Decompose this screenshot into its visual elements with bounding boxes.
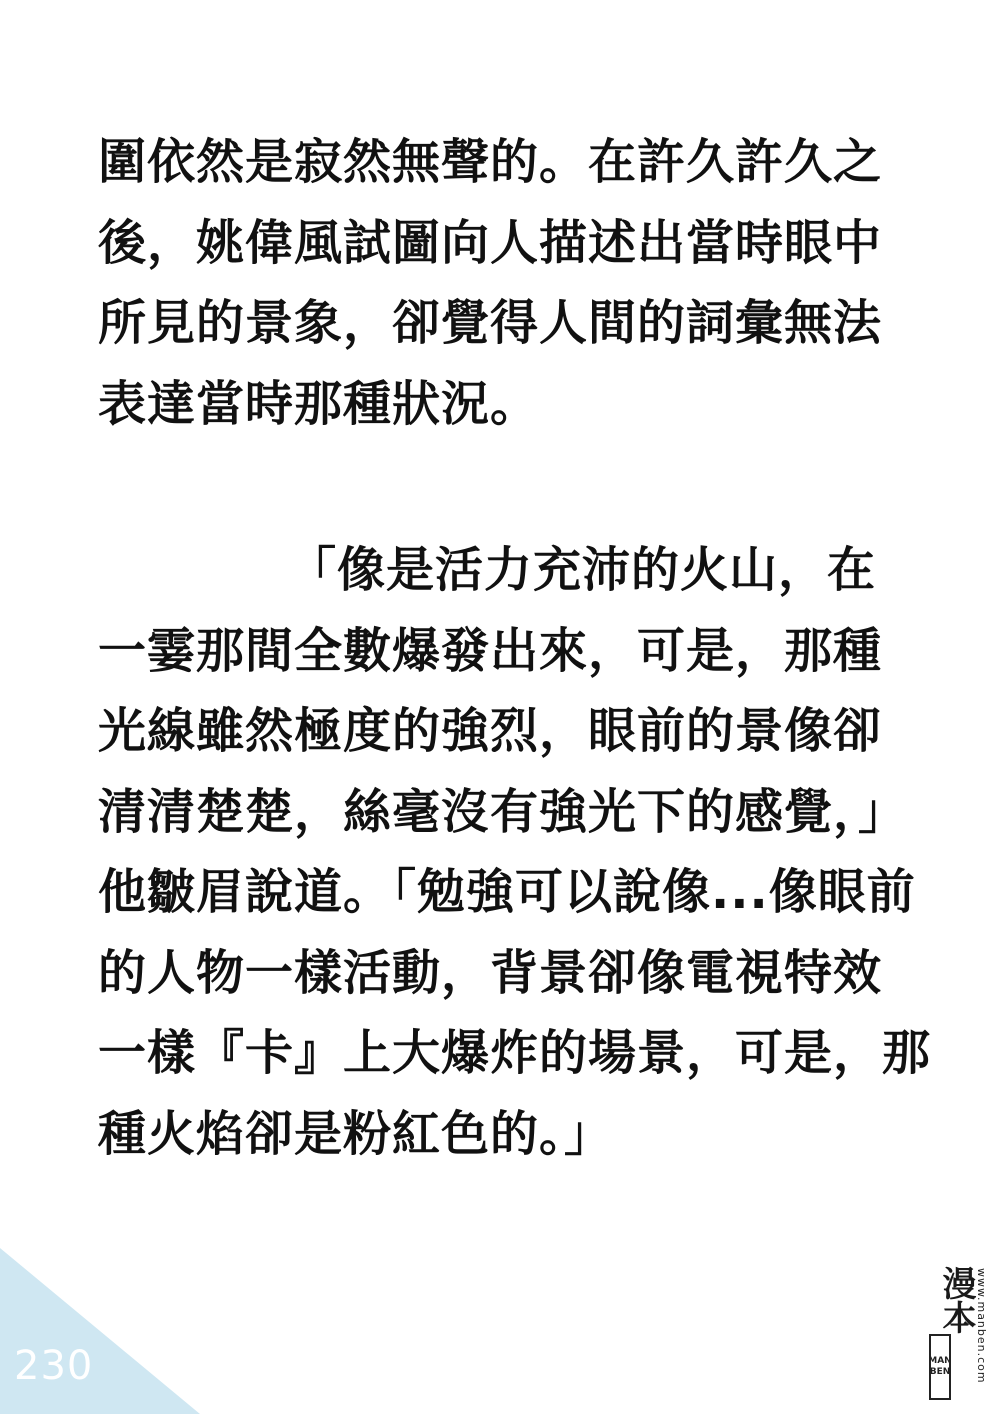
watermark-box-line: BEN xyxy=(929,1367,951,1377)
page-number: 230 xyxy=(14,1343,94,1389)
text-line: 表達當時那種狀況。 xyxy=(98,375,540,432)
watermark-url: www.manben.com xyxy=(975,1268,988,1384)
text-line: 他皺眉說道。「勉強可以說像...像眼前 xyxy=(98,864,916,920)
watermark-box xyxy=(929,1334,951,1400)
text-line: 後，姚偉風試圖向人描述出當時眼中 xyxy=(98,214,883,271)
corner-triangle-decoration xyxy=(0,1248,200,1414)
text-line: 清清楚楚，絲毫沒有強光下的感覺，」 xyxy=(98,783,908,840)
text-line: 光線雖然極度的強烈，眼前的景像卻 xyxy=(98,703,883,759)
text-line: 所見的景象，卻覺得人間的詞彙無法 xyxy=(98,295,883,351)
text-line: 一樣『卡』上大爆炸的場景，可是，那 xyxy=(98,1025,932,1081)
watermark-box-line: MAN xyxy=(928,1356,952,1366)
text-line: 種火焰卻是粉紅色的。」 xyxy=(98,1105,614,1162)
watermark-logo-text: 漫本 xyxy=(936,1266,976,1334)
paragraph-gap xyxy=(98,444,978,530)
watermark-logo xyxy=(929,1266,991,1402)
text-line: 「像是活力充沛的火山，在 xyxy=(288,542,877,598)
body-text xyxy=(98,122,978,1174)
text-line: 一霎那間全數爆發出來，可是，那種 xyxy=(98,622,883,679)
text-line: 圍依然是寂然無聲的。在許久許久之 xyxy=(98,134,883,190)
text-line: 的人物一樣活動，背景卻像電視特效 xyxy=(98,944,883,1001)
